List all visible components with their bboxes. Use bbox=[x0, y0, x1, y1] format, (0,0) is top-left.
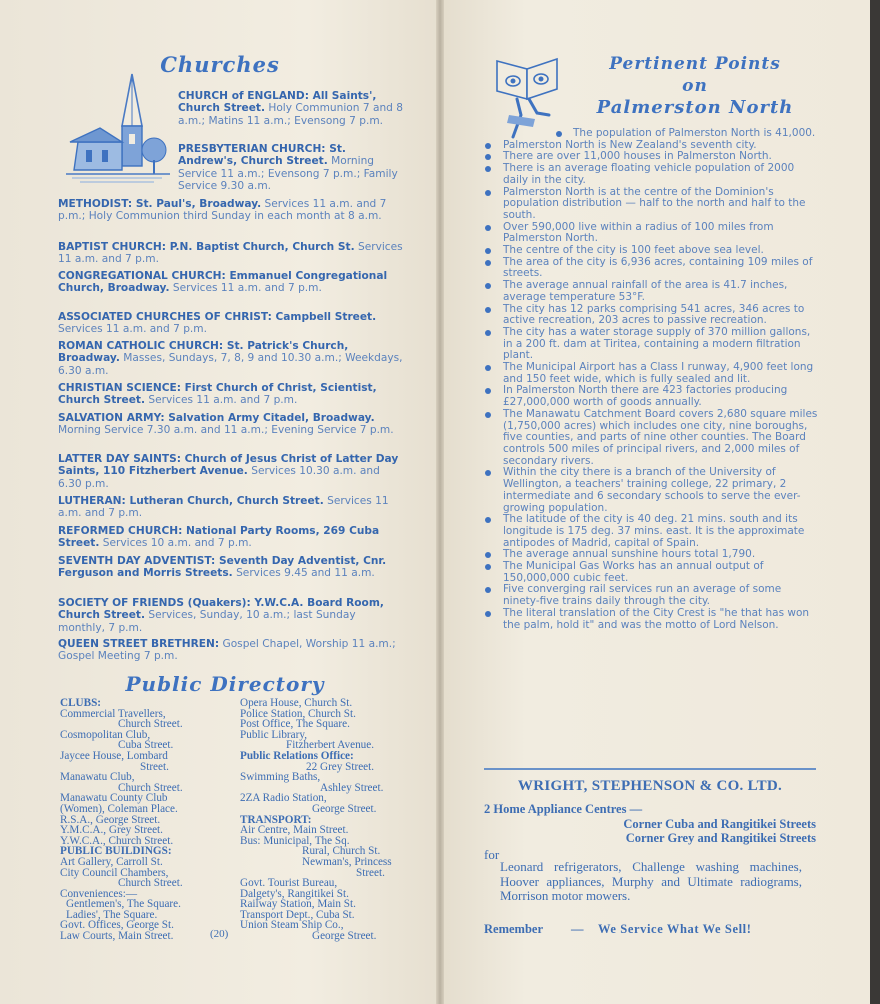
list-item: The city has 12 parks comprising 541 acres, 346 acres to active recreation, 203 acres to passive recreation. bbox=[484, 304, 818, 327]
directory-line: City Council Chambers, bbox=[60, 866, 169, 879]
list-item: The average annual rainfall of the area is 41.7 inches, average temperature 53°F. bbox=[484, 280, 818, 303]
church-illustration-icon bbox=[66, 70, 170, 192]
directory-line: Gentlemen's, The Square. bbox=[66, 898, 181, 911]
directory-line: (Women), Coleman Place. bbox=[60, 802, 178, 815]
directory-line: Art Gallery, Carroll St. bbox=[60, 855, 163, 868]
list-item: The population of Palmerston North is 41,000. bbox=[484, 128, 818, 140]
list-item: The literal translation of the City Crest is "he that has won the palm, hold it" and was the motto of Lord Nelson. bbox=[484, 608, 818, 631]
advert-company-name: WRIGHT, STEPHENSON & CO. LTD. bbox=[517, 778, 783, 794]
directory-line: Bus: Municipal, The Sq. bbox=[240, 834, 350, 847]
list-item: Palmerston North is New Zealand's seventh city. bbox=[484, 140, 818, 152]
directory-line: Ladies', The Square. bbox=[66, 908, 158, 921]
points-title-2: on bbox=[682, 76, 708, 96]
advert-divider bbox=[484, 768, 816, 770]
church-entry: LATTER DAY SAINTS: Church of Jesus Christ of Latter Day Saints, 110 Fitzherbert Avenue. Services 10.30 a.m. and 6.30 p.m. bbox=[58, 453, 399, 490]
directory-line: George Street. bbox=[312, 930, 377, 943]
directory-line: Cuba Street. bbox=[118, 739, 174, 752]
directory-heading-public-buildings: PUBLIC BUILDINGS: bbox=[60, 845, 172, 858]
directory-line: Police Station, Church St. bbox=[240, 707, 356, 720]
directory-line: Govt. Offices, George St. bbox=[60, 919, 174, 932]
directory-line: Cosmopolitan Club, bbox=[60, 728, 151, 741]
points-title-3: Palmerston North bbox=[596, 97, 794, 118]
church-entry: CHURCH of ENGLAND: All Saints', Church Street. Holy Communion 7 and 8 a.m.; Matins 11 a.m.; Evensong 7 p.m. bbox=[178, 90, 403, 127]
advert-products: Leonard refrigerators, Challenge washing machines, Hoover appliances, Murphy and Ultimate radiograms, Morrison motor mowers. bbox=[500, 859, 802, 903]
churches-title: Churches bbox=[160, 52, 280, 77]
list-item: Over 590,000 live within a radius of 100 miles from Palmerston North. bbox=[484, 222, 818, 245]
directory-line: Law Courts, Main Street. bbox=[60, 930, 174, 943]
directory-line: Swimming Baths, bbox=[240, 771, 321, 784]
list-item: There are over 11,000 houses in Palmerston North. bbox=[484, 151, 818, 163]
church-entry: SALVATION ARMY: Salvation Army Citadel, Broadway. Morning Service 7.30 a.m. and 11 a.m.; Evening Service 7 p.m. bbox=[58, 412, 394, 437]
advert-centres: 2 Home Appliance Centres — bbox=[484, 802, 643, 816]
list-item: The centre of the city is 100 feet above sea level. bbox=[484, 245, 818, 257]
list-item: The Municipal Airport has a Class I runway, 4,900 feet long and 150 feet wide, which is fully sealed and lit. bbox=[484, 362, 818, 385]
directory-line: Street. bbox=[140, 760, 169, 773]
directory-line: Rural, Church St. bbox=[302, 845, 381, 858]
church-entry: METHODIST: St. Paul's, Broadway. Services 11 a.m. and 7 p.m.; Holy Communion third Sunday in each month at 8 a.m. bbox=[58, 198, 387, 223]
advert-remember: Remember bbox=[484, 922, 543, 936]
directory-line: Manawatu County Club bbox=[60, 792, 168, 805]
directory-line: Church Street. bbox=[118, 877, 183, 890]
directory-line: Fitzherbert Avenue. bbox=[286, 739, 375, 752]
advert-dash: — bbox=[571, 922, 584, 936]
directory-line: Jaycee House, Lombard bbox=[60, 749, 168, 762]
book-gutter bbox=[436, 0, 444, 1004]
directory-line: Y.M.C.A., Grey Street. bbox=[60, 824, 163, 837]
pertinent-points-list bbox=[484, 128, 818, 631]
directory-line: Manawatu Club, bbox=[60, 771, 135, 784]
advert-address-2: Corner Grey and Rangitikei Streets bbox=[625, 831, 816, 845]
directory-line: Ashley Street. bbox=[320, 781, 384, 794]
church-entry: CHRISTIAN SCIENCE: First Church of Christ, Scientist, Church Street. Services 11 a.m. and 7 p.m. bbox=[58, 382, 377, 407]
advert-for: for bbox=[484, 847, 500, 862]
church-entry: CONGREGATIONAL CHURCH: Emmanuel Congregational Church, Broadway. Services 11 a.m. and 7 p.m. bbox=[58, 270, 388, 295]
list-item: There is an average floating vehicle population of 2000 daily in the city. bbox=[484, 163, 818, 186]
directory-column-left bbox=[60, 698, 238, 942]
directory-title: Public Directory bbox=[125, 672, 325, 696]
church-entry: ROMAN CATHOLIC CHURCH: St. Patrick's Church, Broadway. Masses, Sundays, 7, 8, 9 and 10.30 a.m.; Weekdays, 6.30 a.m. bbox=[58, 340, 403, 377]
directory-line: Air Centre, Main Street. bbox=[240, 824, 349, 837]
points-title-1: Pertinent Points bbox=[609, 54, 781, 74]
directory-column-right bbox=[240, 698, 400, 942]
directory-line: Street. bbox=[356, 866, 385, 879]
directory-line: Post Office, The Square. bbox=[240, 718, 350, 731]
advert-slogan: We Service What We Sell! bbox=[598, 922, 752, 936]
church-entry: QUEEN STREET BRETHREN: Gospel Chapel, Worship 11 a.m.; Gospel Meeting 7 p.m. bbox=[58, 638, 396, 663]
directory-line: George Street. bbox=[312, 802, 377, 815]
directory-heading-transport: TRANSPORT: bbox=[240, 813, 312, 826]
directory-line: Public Library, bbox=[240, 728, 308, 741]
list-item: The Municipal Gas Works has an annual output of 150,000,000 cubic feet. bbox=[484, 561, 818, 584]
list-item: Within the city there is a branch of the University of Wellington, a teachers' training college, 22 primary, 2 intermediate and 6 secondary schools to serve the ever-growing population. bbox=[484, 467, 818, 514]
list-item: In Palmerston North there are 423 factories producing £27,000,000 worth of goods annually. bbox=[484, 385, 818, 408]
directory-line: 2ZA Radio Station, bbox=[240, 792, 327, 805]
church-entry: SEVENTH DAY ADVENTIST: Seventh Day Adventist, Cnr. Ferguson and Morris Streets. Services 9.45 and 11 a.m. bbox=[58, 555, 387, 580]
church-entry: BAPTIST CHURCH: P.N. Baptist Church, Church St. Services 11 a.m. and 7 p.m. bbox=[58, 241, 403, 266]
list-item: The Manawatu Catchment Board covers 2,680 square miles (1,750,000 acres) which includes one city, nine boroughs, five counties, and parts of nine other counties. The Board controls 500 miles of principal rivers, and 2,000 miles of secondary rivers. bbox=[484, 409, 818, 468]
advert-address-1: Corner Cuba and Rangitikei Streets bbox=[623, 817, 816, 831]
directory-line: Church Street. bbox=[118, 718, 183, 731]
directory-heading-clubs: CLUBS: bbox=[60, 697, 102, 709]
church-entry: PRESBYTERIAN CHURCH: St. Andrew's, Church Street. Morning Service 11 a.m.; Evensong 7 p.m.; Family Service 9.30 a.m. bbox=[178, 143, 398, 193]
church-entry: LUTHERAN: Lutheran Church, Church Street. Services 11 a.m. and 7 p.m. bbox=[58, 495, 389, 520]
page-number: (20) bbox=[210, 928, 229, 940]
directory-line: Opera House, Church St. bbox=[240, 697, 353, 709]
list-item: The area of the city is 6,936 acres, containing 109 miles of streets. bbox=[484, 257, 818, 280]
list-item: The average annual sunshine hours total 1,790. bbox=[484, 549, 818, 561]
directory-line: Y.W.C.A., Church Street. bbox=[60, 834, 174, 847]
directory-line: Union Steam Ship Co., bbox=[240, 919, 344, 932]
directory-line: Newman's, Princess bbox=[302, 855, 392, 868]
directory-line: Conveniences:— bbox=[60, 887, 138, 900]
directory-line: Govt. Tourist Bureau, bbox=[240, 877, 338, 890]
list-item: Palmerston North is at the centre of the Dominion's population distribution — half to the north and half to the south. bbox=[484, 187, 818, 222]
directory-line: Transport Dept., Cuba St. bbox=[240, 908, 355, 921]
church-entry: ASSOCIATED CHURCHES OF CHRIST: Campbell Street. Services 11 a.m. and 7 p.m. bbox=[58, 311, 377, 336]
list-item: The city has a water storage supply of 370 million gallons, in a 200 ft. dam at Tiritea, containing a modern filtration plant. bbox=[484, 327, 818, 362]
directory-line: Dalgety's, Rangitikei St. bbox=[240, 887, 349, 900]
directory-line: Church Street. bbox=[118, 781, 183, 794]
directory-line: Commercial Travellers, bbox=[60, 707, 166, 720]
church-entry: SOCIETY OF FRIENDS (Quakers): Y.W.C.A. Board Room, Church Street. Services, Sunday, 10 a.m.; last Sunday monthly, 7 p.m. bbox=[58, 597, 384, 634]
church-entry: REFORMED CHURCH: National Party Rooms, 269 Cuba Street. Services 10 a.m. and 7 p.m. bbox=[58, 525, 380, 550]
directory-line: R.S.A., George Street. bbox=[60, 813, 161, 826]
list-item: The latitude of the city is 40 deg. 21 mins. south and its longitude is 175 deg. 37 mins. east. It is the approximate antipodes of Madrid, capital of Spain. bbox=[484, 514, 818, 549]
directory-heading-public-relations: Public Relations Office: bbox=[240, 749, 354, 762]
directory-line: 22 Grey Street. bbox=[306, 760, 375, 773]
directory-line: Railway Station, Main St. bbox=[240, 898, 356, 911]
list-item: Five converging rail services run an average of some ninety-five trains daily through the city. bbox=[484, 584, 818, 607]
